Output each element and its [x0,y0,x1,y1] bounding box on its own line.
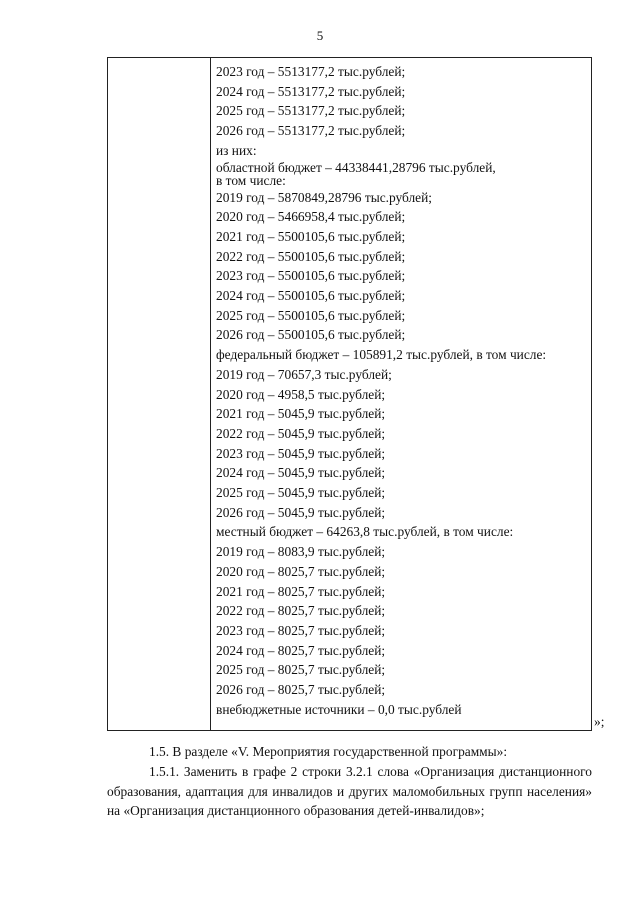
table-line: из них: [216,142,257,158]
column-divider [210,58,211,730]
table-line: областной бюджет – 44338441,28796 тыс.рублей, [216,159,496,175]
page-number: 5 [316,28,324,43]
table-line: 2026 год – 8025,7 тыс.рублей; [216,682,386,698]
table-line: 2020 год – 8025,7 тыс.рублей; [216,563,386,579]
table-line: 2025 год – 5045,9 тыс.рублей; [216,485,386,501]
table-line: 2024 год – 5045,9 тыс.рублей; [216,465,386,481]
table-line: 2025 год – 5500105,6 тыс.рублей; [216,307,406,323]
section-1-5-paragraph: 1.5. В разделе «V. Мероприятия государственной программы»: [149,744,508,759]
table-line: внебюджетные источники – 0,0 тыс.рублей [216,701,462,717]
table-line: федеральный бюджет – 105891,2 тыс.рублей, в том числе: [216,347,547,363]
table-line: 2022 год – 8025,7 тыс.рублей; [216,603,386,619]
table-line: 2021 год – 5500105,6 тыс.рублей; [216,228,406,244]
table-line: 2020 год – 4958,5 тыс.рублей; [216,386,386,402]
table-line: 2023 год – 5500105,6 тыс.рублей; [216,268,406,284]
table-line: местный бюджет – 64263,8 тыс.рублей, в том числе: [216,524,514,540]
table-line: 2024 год – 5500105,6 тыс.рублей; [216,288,406,304]
table-line: в том числе: [216,173,286,189]
table-line: 2023 год – 5513177,2 тыс.рублей; [216,64,406,79]
closing-quote-mark: »; [594,714,605,729]
item-1-5-1-paragraph: 1.5.1. Заменить в графе 2 строки 3.2.1 слова «Организация дистанционного образования, адаптация для инвалидов и других маломобильных групп населения» на «Организация дистанционного образования детей-инвалидов»; [107,764,592,818]
table-line: 2024 год – 5513177,2 тыс.рублей; [216,83,406,99]
table-line: 2021 год – 8025,7 тыс.рублей; [216,583,386,599]
table-line: 2022 год – 5045,9 тыс.рублей; [216,425,386,441]
table-line: 2026 год – 5045,9 тыс.рублей; [216,504,386,520]
table-line: 2026 год – 5500105,6 тыс.рублей; [216,327,406,343]
table-line: 2021 год – 5045,9 тыс.рублей; [216,406,386,422]
funding-table-text [216,62,587,720]
table-line: 2019 год – 5870849,28796 тыс.рублей; [216,189,433,205]
table-line: 2024 год – 8025,7 тыс.рублей; [216,642,386,658]
table-line: 2025 год – 8025,7 тыс.рублей; [216,662,386,678]
table-line: 2019 год – 8083,9 тыс.рублей; [216,544,386,560]
funding-table [107,57,592,731]
table-line: 2026 год – 5513177,2 тыс.рублей; [216,123,406,139]
table-line: 2020 год – 5466958,4 тыс.рублей; [216,209,406,225]
table-line: 2019 год – 70657,3 тыс.рублей; [216,366,392,382]
table-line: 2025 год – 5513177,2 тыс.рублей; [216,103,406,119]
table-line: 2022 год – 5500105,6 тыс.рублей; [216,248,406,264]
table-line: 2023 год – 8025,7 тыс.рублей; [216,622,386,638]
table-line: 2023 год – 5045,9 тыс.рублей; [216,445,386,461]
